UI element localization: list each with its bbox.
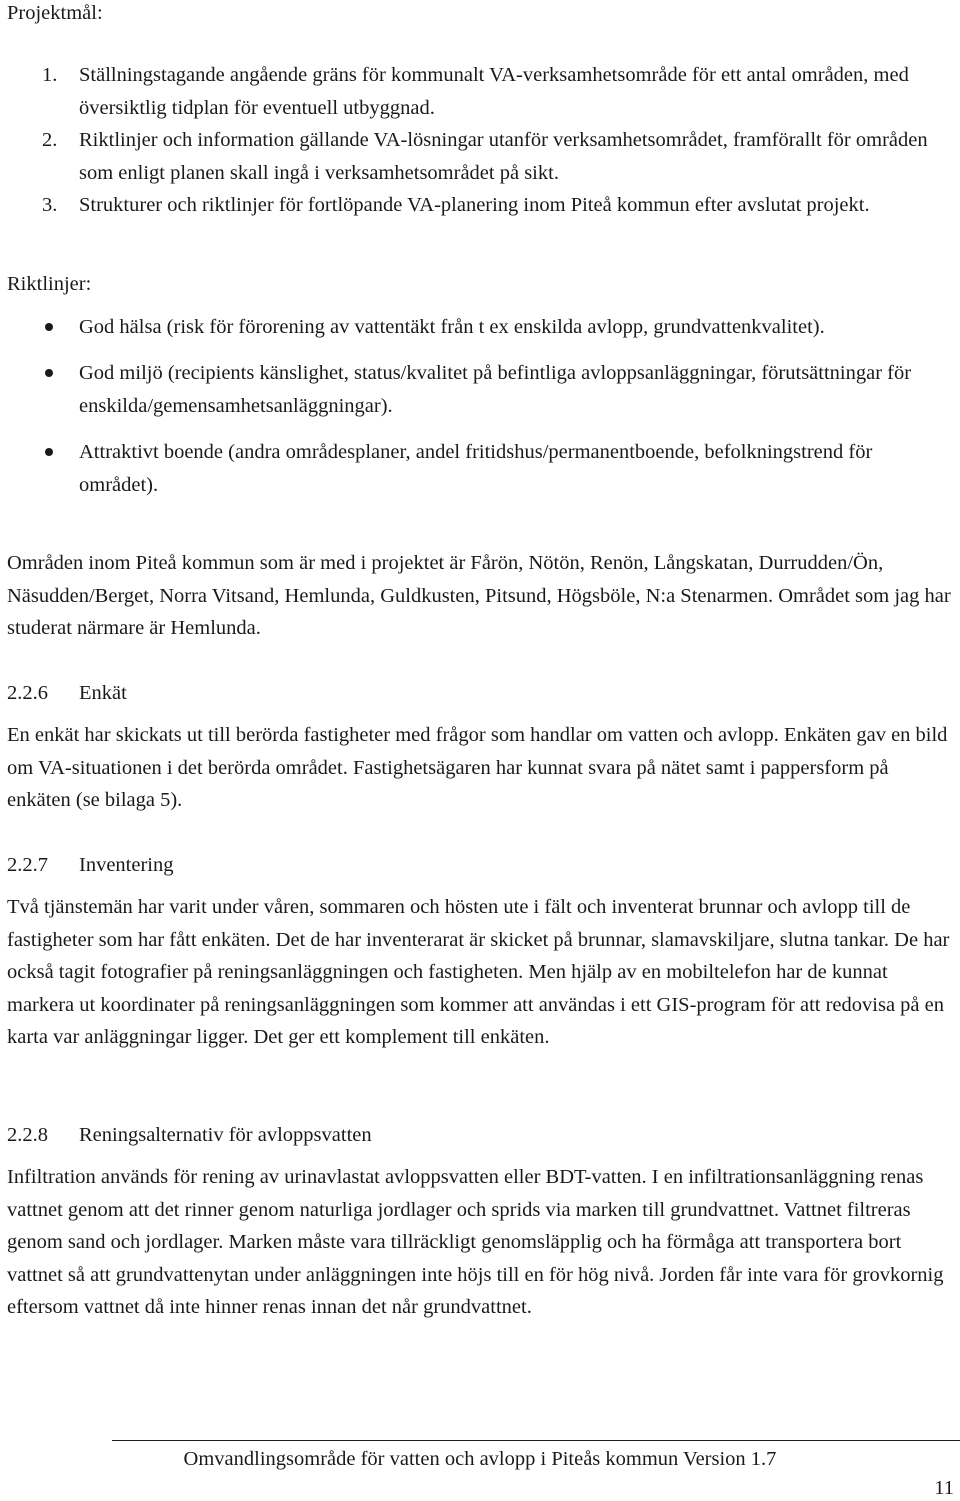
- section-body-inventering: Två tjänstemän har varit under våren, sommaren och hösten ute i fält och inventerat brunnar och avlopp till de fastigheter som har fått enkäten. Det de har inventerarat är skicket på brunnar, slamavskiljare, slutna tankar. De har också tagit fotografier på reningsanläggningen och fastigheten. Men hjälp av en mobiltelefon har de kunnat markera ut koordinater på reningsanläggningen som kommer att användas i ett GIS-program för att redovisa på en karta var anläggningar ligger. Det ger ett komplement till enkäten.: [7, 896, 950, 1048]
- goal-text: Strukturer och riktlinjer för fortlöpande VA-planering inom Piteå kommun efter avslutat projekt.: [79, 194, 870, 216]
- bullet-icon: [45, 448, 53, 456]
- guideline-text: Attraktivt boende (andra områdesplaner, andel fritidshus/permanentboende, befolkningstrend för området).: [79, 441, 873, 496]
- section-number: 2.2.6: [7, 682, 48, 704]
- goal-marker: 3.: [42, 194, 58, 216]
- footer-title: Omvandlingsområde för vatten och avlopp i Piteås kommun Version 1.7: [183, 1448, 777, 1470]
- guideline-item: [7, 436, 954, 502]
- guideline-item: [7, 357, 954, 423]
- areas-paragraph: Områden inom Piteå kommun som är med i projektet är Fårön, Nötön, Renön, Långskatan, Durrudden/Ön, Näsudden/Berget, Norra Vitsand, Hemlunda, Guldkusten, Pitsund, Högsböle, N:a Stenarmen. Området som jag har studerat närmare är Hemlunda.: [7, 552, 951, 639]
- section-heading-reningsalternativ: [7, 1120, 372, 1150]
- guideline-text: God hälsa (risk för förorening av vattentäkt från t ex enskilda avlopp, grundvattenkvalitet).: [79, 316, 825, 338]
- goal-marker: 2.: [42, 129, 58, 151]
- section-body-reningsalternativ: Infiltration används för rening av urinavlastat avloppsvatten eller BDT-vatten. I en infiltrationsanläggning renas vattnet genom att det rinner genom naturliga jordlager och sprids via marken till grundvattnet. Vattnet filtreras genom sand och jordlager. Marken måste vara tillräckligt genomsläpplig och ha förmåga att transportera bort vattnet så att grundvattenytan under anläggningen inte höjs till en för hög nivå. Jorden får inte vara för grovkornig eftersom vattnet då inte hinner renas innan det når grundvattnet.: [7, 1166, 944, 1318]
- goal-item-3: [7, 189, 954, 222]
- goal-text: Ställningstagande angående gräns för kommunalt VA-verksamhetsområde för ett antal områden, med översiktlig tidplan för eventuell utbyggnad.: [79, 64, 909, 119]
- guideline-item: [7, 311, 954, 344]
- goal-item-1: [7, 59, 954, 124]
- goal-item-2: [7, 124, 954, 189]
- bullet-icon: [45, 369, 53, 377]
- goal-text: Riktlinjer och information gällande VA-lösningar utanför verksamhetsområdet, framförallt för områden som enligt planen skall ingå i verksamhetsområdet på sikt.: [79, 129, 928, 184]
- guidelines-label: Riktlinjer:: [7, 273, 92, 295]
- section-body-enkat: En enkät har skickats ut till berörda fastigheter med frågor som handlar om vatten och avlopp. Enkäten gav en bild om VA-situationen i det berörda området. Fastighetsägaren har kunnat svara på nätet samt i pappersform på enkäten (se bilaga 5).: [7, 724, 948, 811]
- guideline-text: God miljö (recipients känslighet, status/kvalitet på befintliga avloppsanläggningar, förutsättningar för enskilda/gemensamhetsanläggningar).: [79, 362, 912, 417]
- guidelines-list: [7, 311, 954, 515]
- section-title: Inventering: [79, 854, 174, 876]
- project-goals-list: [7, 59, 954, 222]
- goal-marker: 1.: [42, 64, 58, 86]
- section-heading-inventering: [7, 850, 174, 880]
- project-goals-label: Projektmål:: [7, 2, 103, 24]
- footer-divider: [112, 1440, 960, 1441]
- section-number: 2.2.8: [7, 1124, 48, 1146]
- bullet-icon: [45, 323, 53, 331]
- section-title: Enkät: [79, 682, 127, 704]
- section-heading-enkat: [7, 678, 127, 708]
- section-title: Reningsalternativ för avloppsvatten: [79, 1124, 372, 1146]
- section-number: 2.2.7: [7, 854, 48, 876]
- page-number: 11: [934, 1477, 954, 1499]
